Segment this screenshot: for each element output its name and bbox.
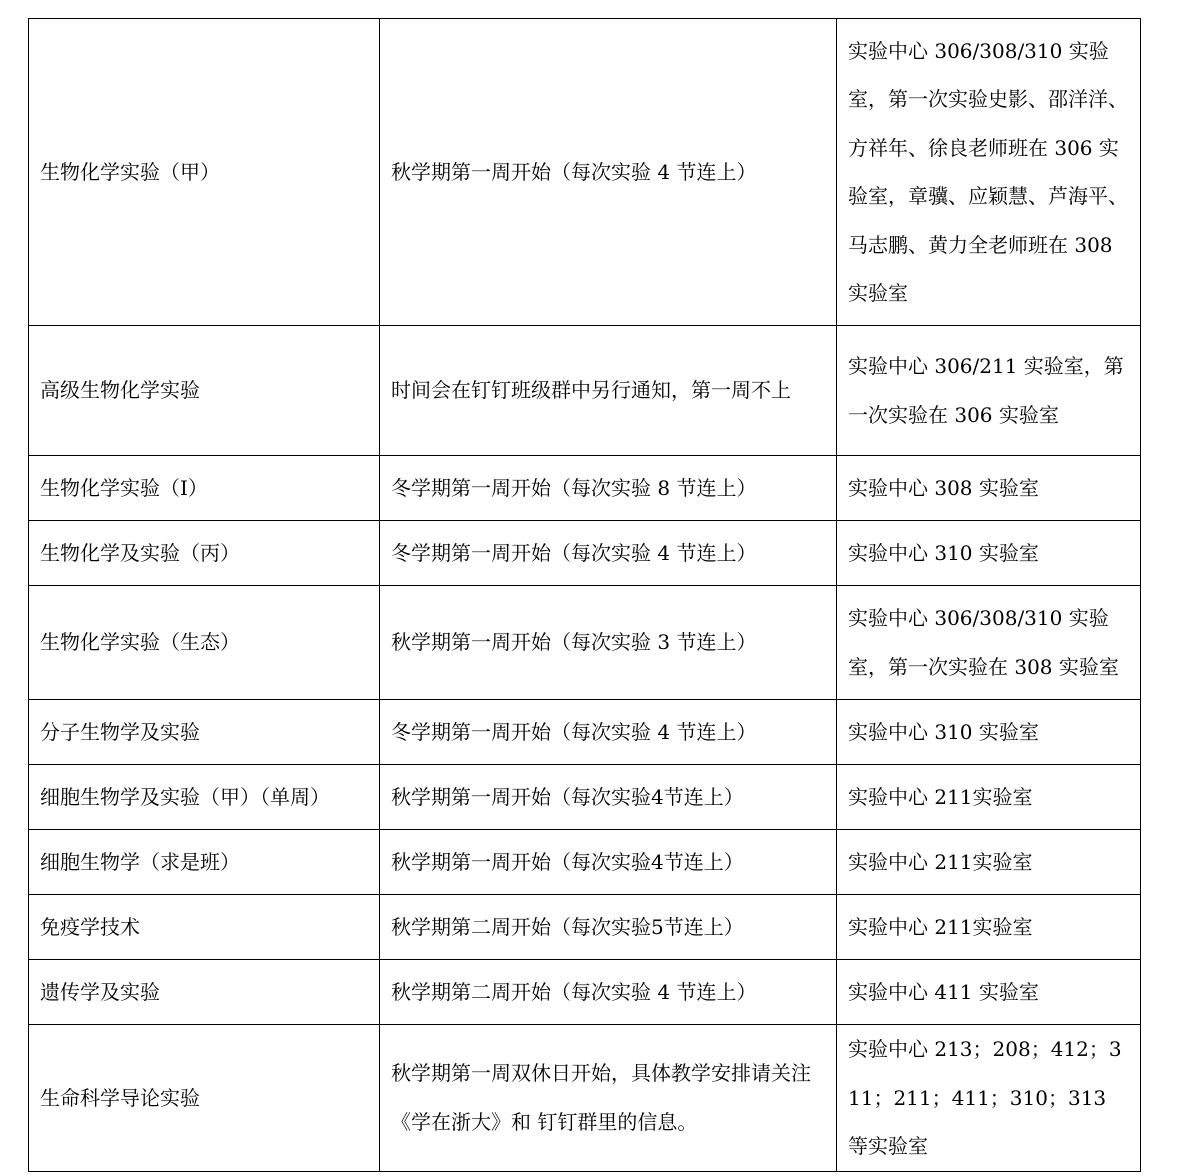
- table-row: [29, 456, 1141, 521]
- lab-location-cell: 实验中心 306/308/310 实验室，第一次实验史影、邵洋洋、方祥年、徐良老师班在 306 实验室，章骥、应颖慧、芦海平、马志鹏、黄力全老师班在 308 实验室: [837, 19, 1141, 326]
- lab-location-cell: 实验中心 213；208；412；311；211；411；310；313 等实验室: [837, 1025, 1141, 1172]
- lab-location-cell: 实验中心 211实验室: [837, 895, 1141, 960]
- course-name-cell: 高级生物化学实验: [29, 326, 380, 456]
- start-time-cell: 秋学期第一周双休日开始，具体教学安排请关注《学在浙大》和 钉钉群里的信息。: [380, 1025, 837, 1172]
- lab-location-cell: 实验中心 306/308/310 实验室，第一次实验在 308 实验室: [837, 586, 1141, 700]
- start-time-cell: 冬学期第一周开始（每次实验 4 节连上）: [380, 700, 837, 765]
- table-row: [29, 521, 1141, 586]
- course-name-cell: 遗传学及实验: [29, 960, 380, 1025]
- table-row: [29, 586, 1141, 700]
- course-name-cell: 细胞生物学（求是班）: [29, 830, 380, 895]
- course-name-cell: 生物化学实验（生态）: [29, 586, 380, 700]
- course-name-cell: 免疫学技术: [29, 895, 380, 960]
- start-time-cell: 秋学期第一周开始（每次实验 4 节连上）: [380, 19, 837, 326]
- course-name-cell: 分子生物学及实验: [29, 700, 380, 765]
- course-name-cell: 生物化学实验（I）: [29, 456, 380, 521]
- table-row: [29, 895, 1141, 960]
- table-row: [29, 765, 1141, 830]
- start-time-cell: 冬学期第一周开始（每次实验 8 节连上）: [380, 456, 837, 521]
- start-time-cell: 秋学期第二周开始（每次实验5节连上）: [380, 895, 837, 960]
- course-name-cell: 生物化学实验（甲）: [29, 19, 380, 326]
- start-time-cell: 秋学期第一周开始（每次实验 3 节连上）: [380, 586, 837, 700]
- table-row: [29, 960, 1141, 1025]
- start-time-cell: 时间会在钉钉班级群中另行通知，第一周不上: [380, 326, 837, 456]
- lab-location-cell: 实验中心 310 实验室: [837, 700, 1141, 765]
- start-time-cell: 秋学期第一周开始（每次实验4节连上）: [380, 830, 837, 895]
- start-time-cell: 冬学期第一周开始（每次实验 4 节连上）: [380, 521, 837, 586]
- start-time-cell: 秋学期第二周开始（每次实验 4 节连上）: [380, 960, 837, 1025]
- course-name-cell: 生命科学导论实验: [29, 1025, 380, 1172]
- lab-location-cell: 实验中心 310 实验室: [837, 521, 1141, 586]
- course-name-cell: 生物化学及实验（丙）: [29, 521, 380, 586]
- start-time-cell: 秋学期第一周开始（每次实验4节连上）: [380, 765, 837, 830]
- course-name-cell: 细胞生物学及实验（甲）（单周）: [29, 765, 380, 830]
- lab-location-cell: 实验中心 308 实验室: [837, 456, 1141, 521]
- table-row: [29, 19, 1141, 326]
- lab-location-cell: 实验中心 211实验室: [837, 830, 1141, 895]
- lab-location-cell: 实验中心 211实验室: [837, 765, 1141, 830]
- table-row: [29, 830, 1141, 895]
- lab-location-cell: 实验中心 306/211 实验室，第一次实验在 306 实验室: [837, 326, 1141, 456]
- table-row: [29, 700, 1141, 765]
- table-row: [29, 326, 1141, 456]
- lab-schedule-table: [28, 18, 1141, 1172]
- lab-location-cell: 实验中心 411 实验室: [837, 960, 1141, 1025]
- table-row: [29, 1025, 1141, 1172]
